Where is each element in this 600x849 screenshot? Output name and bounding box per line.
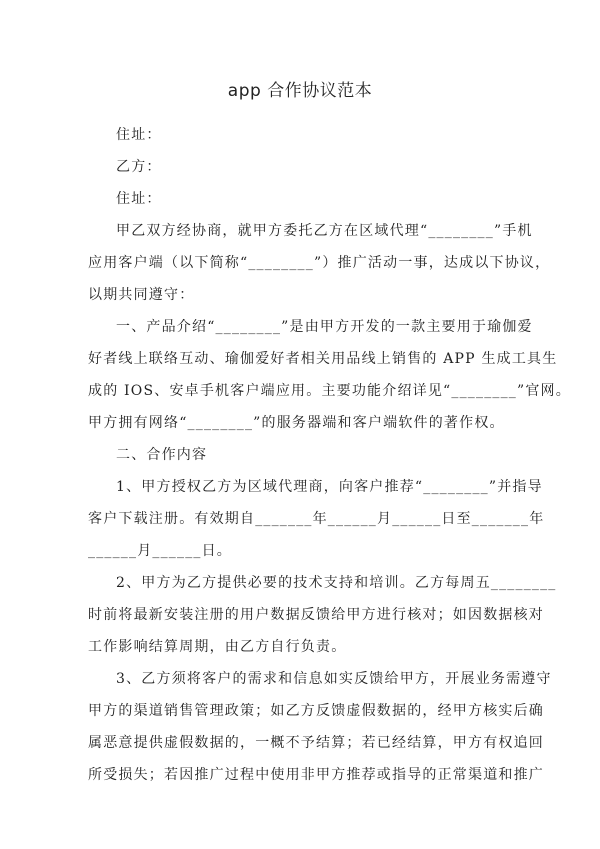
clause3-line-3: 属恶意提供虚假数据的，一概不予结算；若已经结算，甲方有权追回: [88, 735, 544, 751]
section2-heading: 二、合作内容: [116, 447, 208, 463]
clause3-line-4: 所受损失；若因推广过程中使用非甲方推荐或指导的正常渠道和推广: [88, 767, 544, 783]
clause2-line-1: 2、甲方为乙方提供必要的技术支持和培训。乙方每周五________: [116, 575, 557, 591]
section1-line-2: 好者线上联络互动、瑜伽爱好者相关用品线上销售的 APP 生成工具生: [88, 351, 558, 367]
clause1-line-2: 客户下载注册。有效期自_______年______月______日至_______年: [88, 511, 545, 527]
section1-line-1: 一、产品介绍“________”是由甲方开发的一款主要用于瑜伽爱: [116, 319, 533, 335]
address-line-2: 住址：: [116, 191, 162, 207]
clause3-line-2: 甲方的渠道销售管理政策；如乙方反馈虚假数据的，经甲方核实后确: [88, 703, 544, 719]
intro-line-1: 甲乙双方经协商，就甲方委托乙方在区域代理“________”手机: [116, 223, 533, 239]
section1-line-4: 甲方拥有网络“________”的服务器端和客户端软件的著作权。: [88, 415, 505, 431]
clause2-line-2: 时前将最新安装注册的用户数据反馈给甲方进行核对；如因数据核对: [88, 607, 544, 623]
document-title: app 合作协议范本: [227, 81, 373, 101]
clause1-line-3: ______月______日。: [88, 543, 232, 559]
intro-line-3: 以期共同遵守：: [88, 287, 195, 303]
clause2-line-3: 工作影响结算周期，由乙方自行负责。: [88, 639, 347, 655]
address-line-1: 住址：: [116, 127, 162, 143]
clause1-line-1: 1、甲方授权乙方为区域代理商，向客户推荐“________”并指导: [116, 479, 543, 495]
clause3-line-1: 3、乙方须将客户的需求和信息如实反馈给甲方，开展业务需遵守: [116, 671, 552, 687]
section1-line-3: 成的 IOS、安卓手机客户端应用。主要功能介绍详见“________”官网。: [88, 383, 571, 399]
party-b-line: 乙方：: [116, 159, 162, 175]
intro-line-2: 应用客户端（以下简称“________”）推广活动一事，达成以下协议，: [88, 255, 551, 271]
